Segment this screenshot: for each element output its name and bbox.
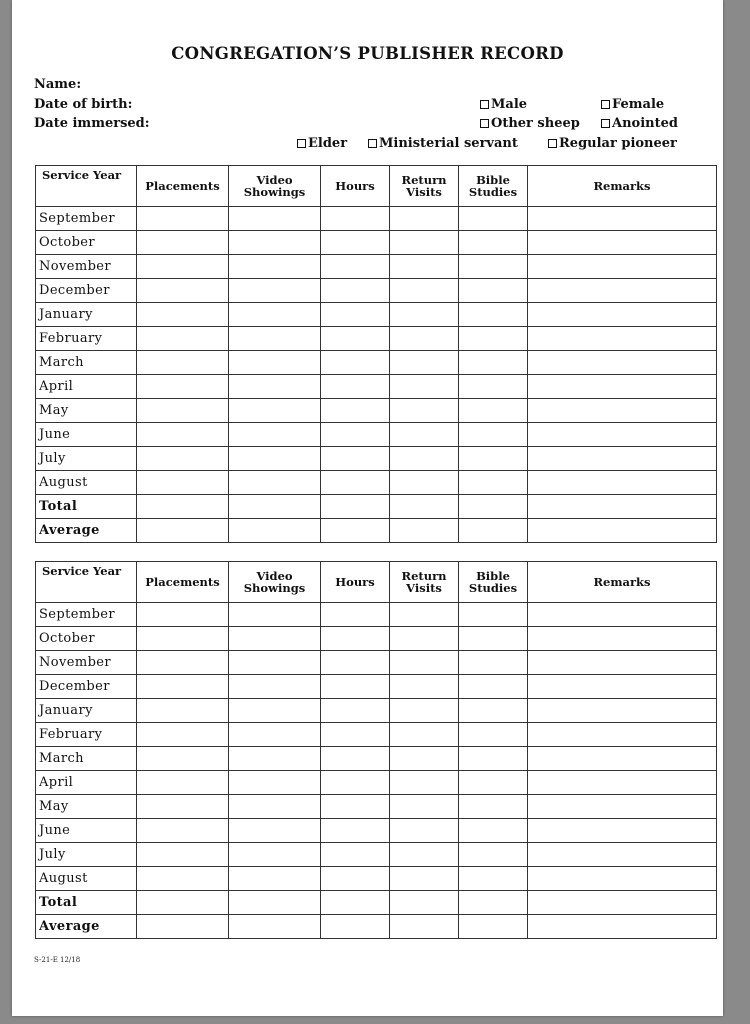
month-label: March: [36, 351, 137, 375]
bible-studies-cell[interactable]: [459, 519, 528, 543]
video-showings-cell[interactable]: [229, 495, 321, 519]
bible-studies-cell[interactable]: [459, 651, 528, 675]
placements-cell[interactable]: [137, 675, 229, 699]
placements-cell[interactable]: [137, 327, 229, 351]
video-showings-cell[interactable]: [229, 255, 321, 279]
header-bible-line1: Bible: [476, 173, 510, 187]
table-row: [36, 471, 717, 495]
table-row: [36, 867, 717, 891]
elder-label: Elder: [308, 136, 348, 151]
return-visits-cell[interactable]: [390, 891, 459, 915]
return-visits-cell[interactable]: [390, 819, 459, 843]
return-visits-cell[interactable]: [390, 843, 459, 867]
other-sheep-label: Other sheep: [491, 116, 580, 131]
return-visits-cell[interactable]: [390, 915, 459, 939]
female-option[interactable]: [601, 97, 664, 112]
remarks-cell[interactable]: [528, 255, 717, 279]
return-visits-cell[interactable]: [390, 603, 459, 627]
month-label: January: [36, 303, 137, 327]
remarks-cell[interactable]: [528, 795, 717, 819]
table-row: [36, 327, 717, 351]
bible-studies-cell[interactable]: [459, 399, 528, 423]
table-row: [36, 447, 717, 471]
video-showings-cell[interactable]: [229, 603, 321, 627]
hours-cell[interactable]: [321, 375, 390, 399]
header-video-line2: Showings: [243, 185, 306, 199]
placements-cell[interactable]: [137, 891, 229, 915]
placements-cell[interactable]: [137, 867, 229, 891]
video-showings-cell[interactable]: [229, 279, 321, 303]
hours-cell[interactable]: [321, 915, 390, 939]
other-sheep-option[interactable]: [480, 116, 580, 131]
bible-studies-cell[interactable]: [459, 447, 528, 471]
hours-cell[interactable]: [321, 651, 390, 675]
return-visits-cell[interactable]: [390, 255, 459, 279]
month-label: November: [36, 651, 137, 675]
placements-cell[interactable]: [137, 915, 229, 939]
header-video-line1: Video: [256, 569, 293, 583]
return-visits-cell[interactable]: [390, 303, 459, 327]
month-label: November: [36, 255, 137, 279]
table-row: [36, 771, 717, 795]
header-video-line2: Showings: [243, 581, 306, 595]
month-label: July: [36, 447, 137, 471]
anointed-checkbox[interactable]: [601, 119, 610, 128]
anointed-option[interactable]: [601, 116, 678, 131]
table-row: [36, 399, 717, 423]
return-visits-cell[interactable]: [390, 423, 459, 447]
remarks-cell[interactable]: [528, 771, 717, 795]
month-label: September: [36, 207, 137, 231]
video-showings-cell[interactable]: [229, 771, 321, 795]
bible-studies-cell[interactable]: [459, 255, 528, 279]
hours-cell[interactable]: [321, 723, 390, 747]
video-showings-cell[interactable]: [229, 423, 321, 447]
video-showings-cell[interactable]: [229, 819, 321, 843]
hours-cell[interactable]: [321, 447, 390, 471]
return-visits-cell[interactable]: [390, 627, 459, 651]
page-title: CONGREGATION’S PUBLISHER RECORD: [171, 44, 564, 63]
table-row: [36, 231, 717, 255]
total-row: [36, 891, 717, 915]
bible-studies-cell[interactable]: [459, 819, 528, 843]
record-table-2: [35, 561, 717, 939]
placements-cell[interactable]: [137, 279, 229, 303]
bible-studies-cell[interactable]: [459, 495, 528, 519]
bible-studies-cell[interactable]: [459, 723, 528, 747]
bible-studies-cell[interactable]: [459, 627, 528, 651]
remarks-cell[interactable]: [528, 651, 717, 675]
hours-cell[interactable]: [321, 351, 390, 375]
remarks-cell[interactable]: [528, 843, 717, 867]
return-visits-cell[interactable]: [390, 771, 459, 795]
bible-studies-cell[interactable]: [459, 207, 528, 231]
ministerial-servant-checkbox[interactable]: [368, 139, 377, 148]
bible-studies-cell[interactable]: [459, 279, 528, 303]
return-visits-cell[interactable]: [390, 723, 459, 747]
bible-studies-cell[interactable]: [459, 747, 528, 771]
month-label: March: [36, 747, 137, 771]
female-label: Female: [612, 97, 665, 112]
table-row: [36, 255, 717, 279]
month-label: April: [36, 771, 137, 795]
video-showings-cell[interactable]: [229, 471, 321, 495]
header-bible-line2: Studies: [468, 185, 518, 199]
table-row: [36, 843, 717, 867]
remarks-cell[interactable]: [528, 207, 717, 231]
bible-studies-cell[interactable]: [459, 771, 528, 795]
header-return-line2: Visits: [406, 581, 442, 595]
month-label: January: [36, 699, 137, 723]
month-label: August: [36, 471, 137, 495]
form-code: S-21-E 12/18: [34, 956, 81, 964]
elder-option[interactable]: [297, 136, 347, 151]
header-placements: Placements: [137, 166, 229, 207]
month-label: October: [36, 231, 137, 255]
return-visits-cell[interactable]: [390, 747, 459, 771]
header-service-year: Service Year: [36, 166, 137, 207]
month-label: August: [36, 867, 137, 891]
return-visits-cell[interactable]: [390, 495, 459, 519]
average-label: Average: [36, 915, 137, 939]
video-showings-cell[interactable]: [229, 231, 321, 255]
table-row: [36, 351, 717, 375]
remarks-cell[interactable]: [528, 603, 717, 627]
remarks-cell[interactable]: [528, 399, 717, 423]
placements-cell[interactable]: [137, 747, 229, 771]
video-showings-cell[interactable]: [229, 747, 321, 771]
bible-studies-cell[interactable]: [459, 675, 528, 699]
table-row: [36, 303, 717, 327]
hours-cell[interactable]: [321, 255, 390, 279]
header-placements: Placements: [137, 562, 229, 603]
placements-cell[interactable]: [137, 699, 229, 723]
return-visits-cell[interactable]: [390, 375, 459, 399]
placements-cell[interactable]: [137, 255, 229, 279]
header-bible-line1: Bible: [476, 569, 510, 583]
hours-cell[interactable]: [321, 771, 390, 795]
placements-cell[interactable]: [137, 819, 229, 843]
month-label: June: [36, 423, 137, 447]
header-return-line1: Return: [401, 173, 447, 187]
bible-studies-cell[interactable]: [459, 699, 528, 723]
video-showings-cell[interactable]: [229, 651, 321, 675]
bible-studies-cell[interactable]: [459, 603, 528, 627]
remarks-cell[interactable]: [528, 519, 717, 543]
video-showings-cell[interactable]: [229, 891, 321, 915]
header-bible-studies: [459, 562, 528, 603]
hours-cell[interactable]: [321, 819, 390, 843]
video-showings-cell[interactable]: [229, 915, 321, 939]
header-hours: Hours: [321, 166, 390, 207]
placements-cell[interactable]: [137, 795, 229, 819]
total-label: Total: [36, 891, 137, 915]
month-label: July: [36, 843, 137, 867]
placements-cell[interactable]: [137, 447, 229, 471]
remarks-cell[interactable]: [528, 867, 717, 891]
remarks-cell[interactable]: [528, 915, 717, 939]
total-label: Total: [36, 495, 137, 519]
return-visits-cell[interactable]: [390, 651, 459, 675]
bible-studies-cell[interactable]: [459, 375, 528, 399]
header-return-line2: Visits: [406, 185, 442, 199]
month-label: May: [36, 399, 137, 423]
return-visits-cell[interactable]: [390, 699, 459, 723]
return-visits-cell[interactable]: [390, 207, 459, 231]
remarks-cell[interactable]: [528, 699, 717, 723]
placements-cell[interactable]: [137, 471, 229, 495]
bible-studies-cell[interactable]: [459, 423, 528, 447]
placements-cell[interactable]: [137, 495, 229, 519]
table-row: [36, 423, 717, 447]
video-showings-cell[interactable]: [229, 675, 321, 699]
placements-cell[interactable]: [137, 351, 229, 375]
month-label: December: [36, 675, 137, 699]
table-row: [36, 747, 717, 771]
remarks-cell[interactable]: [528, 495, 717, 519]
header-row: [36, 166, 717, 207]
table-row: [36, 795, 717, 819]
video-showings-cell[interactable]: [229, 723, 321, 747]
placements-cell[interactable]: [137, 231, 229, 255]
video-showings-cell[interactable]: [229, 795, 321, 819]
video-showings-cell[interactable]: [229, 867, 321, 891]
placements-cell[interactable]: [137, 843, 229, 867]
remarks-cell[interactable]: [528, 279, 717, 303]
table-row: [36, 651, 717, 675]
hours-cell[interactable]: [321, 207, 390, 231]
remarks-cell[interactable]: [528, 471, 717, 495]
return-visits-cell[interactable]: [390, 279, 459, 303]
hours-cell[interactable]: [321, 471, 390, 495]
header-return-line1: Return: [401, 569, 447, 583]
placements-cell[interactable]: [137, 375, 229, 399]
hours-cell[interactable]: [321, 495, 390, 519]
return-visits-cell[interactable]: [390, 231, 459, 255]
return-visits-cell[interactable]: [390, 867, 459, 891]
bible-studies-cell[interactable]: [459, 303, 528, 327]
table-row: [36, 279, 717, 303]
female-checkbox[interactable]: [601, 100, 610, 109]
remarks-cell[interactable]: [528, 423, 717, 447]
bible-studies-cell[interactable]: [459, 471, 528, 495]
video-showings-cell[interactable]: [229, 447, 321, 471]
ministerial-servant-option[interactable]: [368, 136, 518, 151]
placements-cell[interactable]: [137, 207, 229, 231]
immersed-label: Date immersed:: [34, 116, 150, 131]
bible-studies-cell[interactable]: [459, 891, 528, 915]
return-visits-cell[interactable]: [390, 351, 459, 375]
header-remarks: Remarks: [528, 562, 717, 603]
hours-cell[interactable]: [321, 843, 390, 867]
month-label: February: [36, 723, 137, 747]
header-service-year: Service Year: [36, 562, 137, 603]
placements-cell[interactable]: [137, 771, 229, 795]
hours-cell[interactable]: [321, 891, 390, 915]
male-checkbox[interactable]: [480, 100, 489, 109]
hours-cell[interactable]: [321, 399, 390, 423]
table-row: [36, 627, 717, 651]
remarks-cell[interactable]: [528, 723, 717, 747]
video-showings-cell[interactable]: [229, 699, 321, 723]
remarks-cell[interactable]: [528, 819, 717, 843]
video-showings-cell[interactable]: [229, 327, 321, 351]
bible-studies-cell[interactable]: [459, 351, 528, 375]
header-video-showings: [229, 562, 321, 603]
hours-cell[interactable]: [321, 231, 390, 255]
regular-pioneer-label: Regular pioneer: [559, 136, 677, 151]
placements-cell[interactable]: [137, 723, 229, 747]
remarks-cell[interactable]: [528, 627, 717, 651]
video-showings-cell[interactable]: [229, 207, 321, 231]
bible-studies-cell[interactable]: [459, 231, 528, 255]
return-visits-cell[interactable]: [390, 675, 459, 699]
video-showings-cell[interactable]: [229, 519, 321, 543]
video-showings-cell[interactable]: [229, 399, 321, 423]
return-visits-cell[interactable]: [390, 447, 459, 471]
header-remarks: Remarks: [528, 166, 717, 207]
month-label: May: [36, 795, 137, 819]
month-label: February: [36, 327, 137, 351]
placements-cell[interactable]: [137, 651, 229, 675]
remarks-cell[interactable]: [528, 375, 717, 399]
male-label: Male: [491, 97, 528, 112]
remarks-cell[interactable]: [528, 351, 717, 375]
header-video-line1: Video: [256, 173, 293, 187]
name-label: Name:: [34, 77, 82, 92]
dob-label: Date of birth:: [34, 97, 133, 112]
hours-cell[interactable]: [321, 627, 390, 651]
bible-studies-cell[interactable]: [459, 915, 528, 939]
video-showings-cell[interactable]: [229, 627, 321, 651]
bible-studies-cell[interactable]: [459, 843, 528, 867]
form-page: [12, 0, 723, 1016]
total-row: [36, 495, 717, 519]
header-bible-line2: Studies: [468, 581, 518, 595]
video-showings-cell[interactable]: [229, 351, 321, 375]
table-row: [36, 699, 717, 723]
remarks-cell[interactable]: [528, 327, 717, 351]
male-option[interactable]: [480, 97, 527, 112]
header-video-showings: [229, 166, 321, 207]
remarks-cell[interactable]: [528, 231, 717, 255]
placements-cell[interactable]: [137, 423, 229, 447]
table-row: [36, 603, 717, 627]
regular-pioneer-checkbox[interactable]: [548, 139, 557, 148]
hours-cell[interactable]: [321, 303, 390, 327]
elder-checkbox[interactable]: [297, 139, 306, 148]
anointed-label: Anointed: [612, 116, 678, 131]
placements-cell[interactable]: [137, 519, 229, 543]
placements-cell[interactable]: [137, 303, 229, 327]
month-label: April: [36, 375, 137, 399]
remarks-cell[interactable]: [528, 747, 717, 771]
month-label: December: [36, 279, 137, 303]
return-visits-cell[interactable]: [390, 471, 459, 495]
return-visits-cell[interactable]: [390, 795, 459, 819]
table-row: [36, 375, 717, 399]
bible-studies-cell[interactable]: [459, 327, 528, 351]
remarks-cell[interactable]: [528, 675, 717, 699]
hours-cell[interactable]: [321, 795, 390, 819]
hours-cell[interactable]: [321, 747, 390, 771]
hours-cell[interactable]: [321, 327, 390, 351]
remarks-cell[interactable]: [528, 303, 717, 327]
hours-cell[interactable]: [321, 603, 390, 627]
return-visits-cell[interactable]: [390, 327, 459, 351]
placements-cell[interactable]: [137, 603, 229, 627]
average-label: Average: [36, 519, 137, 543]
month-label: October: [36, 627, 137, 651]
placements-cell[interactable]: [137, 399, 229, 423]
other-sheep-checkbox[interactable]: [480, 119, 489, 128]
video-showings-cell[interactable]: [229, 375, 321, 399]
hours-cell[interactable]: [321, 279, 390, 303]
hours-cell[interactable]: [321, 519, 390, 543]
average-row: [36, 915, 717, 939]
record-table-1: [35, 165, 717, 543]
table-row: [36, 207, 717, 231]
placements-cell[interactable]: [137, 627, 229, 651]
remarks-cell[interactable]: [528, 447, 717, 471]
return-visits-cell[interactable]: [390, 519, 459, 543]
hours-cell[interactable]: [321, 867, 390, 891]
month-label: September: [36, 603, 137, 627]
video-showings-cell[interactable]: [229, 303, 321, 327]
table-row: [36, 819, 717, 843]
hours-cell[interactable]: [321, 423, 390, 447]
bible-studies-cell[interactable]: [459, 867, 528, 891]
bible-studies-cell[interactable]: [459, 795, 528, 819]
month-label: June: [36, 819, 137, 843]
average-row: [36, 519, 717, 543]
table-row: [36, 723, 717, 747]
hours-cell[interactable]: [321, 675, 390, 699]
header-return-visits: [390, 562, 459, 603]
remarks-cell[interactable]: [528, 891, 717, 915]
hours-cell[interactable]: [321, 699, 390, 723]
ministerial-servant-label: Ministerial servant: [379, 136, 518, 151]
return-visits-cell[interactable]: [390, 399, 459, 423]
regular-pioneer-option[interactable]: [548, 136, 677, 151]
header-bible-studies: [459, 166, 528, 207]
header-hours: Hours: [321, 562, 390, 603]
header-return-visits: [390, 166, 459, 207]
header-row: [36, 562, 717, 603]
table-row: [36, 675, 717, 699]
video-showings-cell[interactable]: [229, 843, 321, 867]
